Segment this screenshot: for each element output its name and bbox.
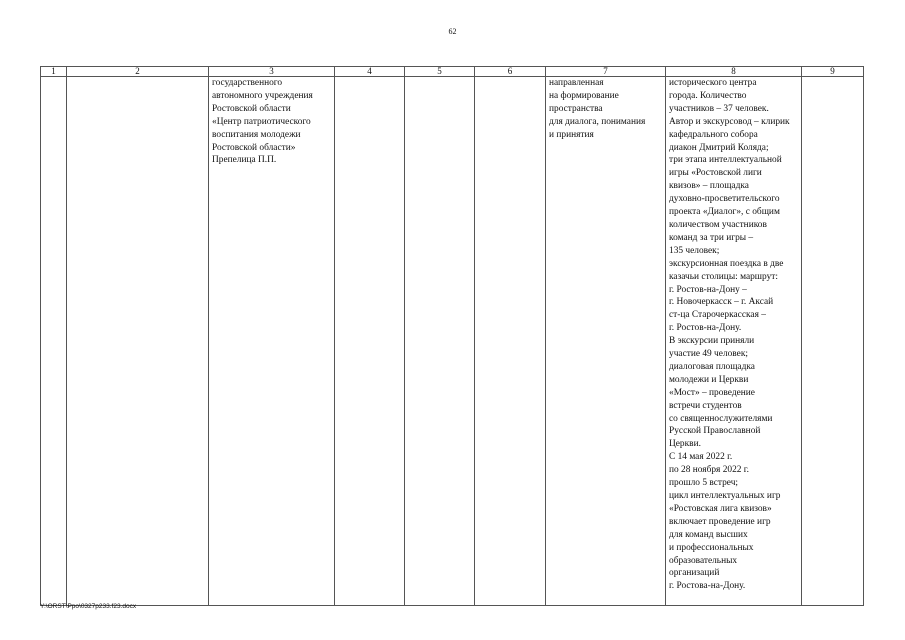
column-header: 3 xyxy=(209,67,335,77)
page-number: 62 xyxy=(448,27,457,36)
text-line: В экскурсии приняли xyxy=(669,336,755,347)
cell-col4 xyxy=(335,77,405,606)
text-line: проекта «Диалог», с общим xyxy=(669,207,780,218)
text-line: и принятия xyxy=(549,129,594,140)
file-path-footer: Y:\ORST\Ppo\0327p233.f23.docx xyxy=(40,603,137,610)
column-header: 1 xyxy=(41,67,67,77)
text-line: прошло 5 встреч; xyxy=(669,478,739,489)
text-line: диакон Дмитрий Коляда; xyxy=(669,142,769,153)
text-line: 135 человек; xyxy=(669,245,720,256)
cell-col8-results xyxy=(666,77,802,606)
text-line: г. Ростова-на-Дону. xyxy=(669,581,746,592)
text-line: духовно-просветительского xyxy=(669,194,780,205)
text-line: «Ростовская лига квизов» xyxy=(669,503,772,514)
text-line: Автор и экскурсовод – клирик xyxy=(669,116,790,127)
text-line: города. Количество xyxy=(669,90,747,101)
text-line: г. Ростов-на-Дону – xyxy=(669,284,747,295)
cell-col7-description xyxy=(546,77,666,606)
column-header: 9 xyxy=(802,67,864,77)
text-line: «Центр патриотического xyxy=(212,116,311,127)
text-line: автономного учреждения xyxy=(212,90,313,101)
text-line: направленная xyxy=(549,78,604,88)
text-line: исторического центра xyxy=(669,78,757,88)
text-line: Ростовской области xyxy=(212,103,291,114)
text-line: и профессиональных xyxy=(669,542,754,553)
column-header: 4 xyxy=(335,67,405,77)
text-line: казачьи столицы: маршрут: xyxy=(669,271,778,282)
cell-col6 xyxy=(475,77,546,606)
report-table xyxy=(40,66,864,606)
text-line: со священнослужителями xyxy=(669,413,773,424)
text-line: государственного xyxy=(212,78,283,88)
text-line: «Мост» – проведение xyxy=(669,387,755,398)
text-line: воспитания молодежи xyxy=(212,129,301,140)
text-line: количеством участников xyxy=(669,219,767,230)
text-line: пространства xyxy=(549,103,603,114)
text-line: цикл интеллектуальных игр xyxy=(669,491,781,501)
text-line: для диалога, понимания xyxy=(549,116,646,127)
text-line: Ростовской области» xyxy=(212,142,296,153)
text-line: организаций xyxy=(669,568,720,579)
text-line: игры «Ростовской лиги xyxy=(669,168,762,179)
text-line: С 14 мая 2022 г. xyxy=(669,452,733,463)
column-header: 6 xyxy=(475,67,546,77)
text-line: участие 49 человек; xyxy=(669,349,748,360)
text-line: квизов» – площадка xyxy=(669,181,749,192)
text-line: для команд высших xyxy=(669,529,748,540)
cell-col2 xyxy=(67,77,209,606)
text-line: ст-ца Старочеркасская – xyxy=(669,310,766,321)
cell-col9 xyxy=(802,77,864,606)
cell-col5 xyxy=(405,77,475,606)
table-row xyxy=(41,77,864,606)
text-line: включает проведение игр xyxy=(669,516,771,527)
text-line: г. Ростов-на-Дону. xyxy=(669,323,742,334)
column-header: 5 xyxy=(405,67,475,77)
cell-col3-organization xyxy=(209,77,335,606)
text-line: на формирование xyxy=(549,90,619,101)
text-line: участников – 37 человек. xyxy=(669,103,769,114)
column-header: 8 xyxy=(666,67,802,77)
text-line: образовательных xyxy=(669,555,738,566)
text-line: Русской Православной xyxy=(669,426,761,437)
text-line: Церкви. xyxy=(669,439,701,450)
text-line: по 28 ноября 2022 г. xyxy=(669,465,749,476)
cell-col1 xyxy=(41,77,67,606)
header-row xyxy=(41,67,864,77)
text-line: г. Новочеркасск – г. Аксай xyxy=(669,297,774,308)
text-line: экскурсионная поездка в две xyxy=(669,258,784,269)
text-line: встречи студентов xyxy=(669,400,742,411)
column-header: 7 xyxy=(546,67,666,77)
text-line: Препелица П.П. xyxy=(212,155,277,166)
text-line: кафедрального собора xyxy=(669,129,758,140)
text-line: молодежи и Церкви xyxy=(669,374,749,385)
column-header: 2 xyxy=(67,67,209,77)
text-line: три этапа интеллектуальной xyxy=(669,155,782,166)
text-line: команд за три игры – xyxy=(669,232,754,243)
text-line: диалоговая площадка xyxy=(669,361,755,372)
